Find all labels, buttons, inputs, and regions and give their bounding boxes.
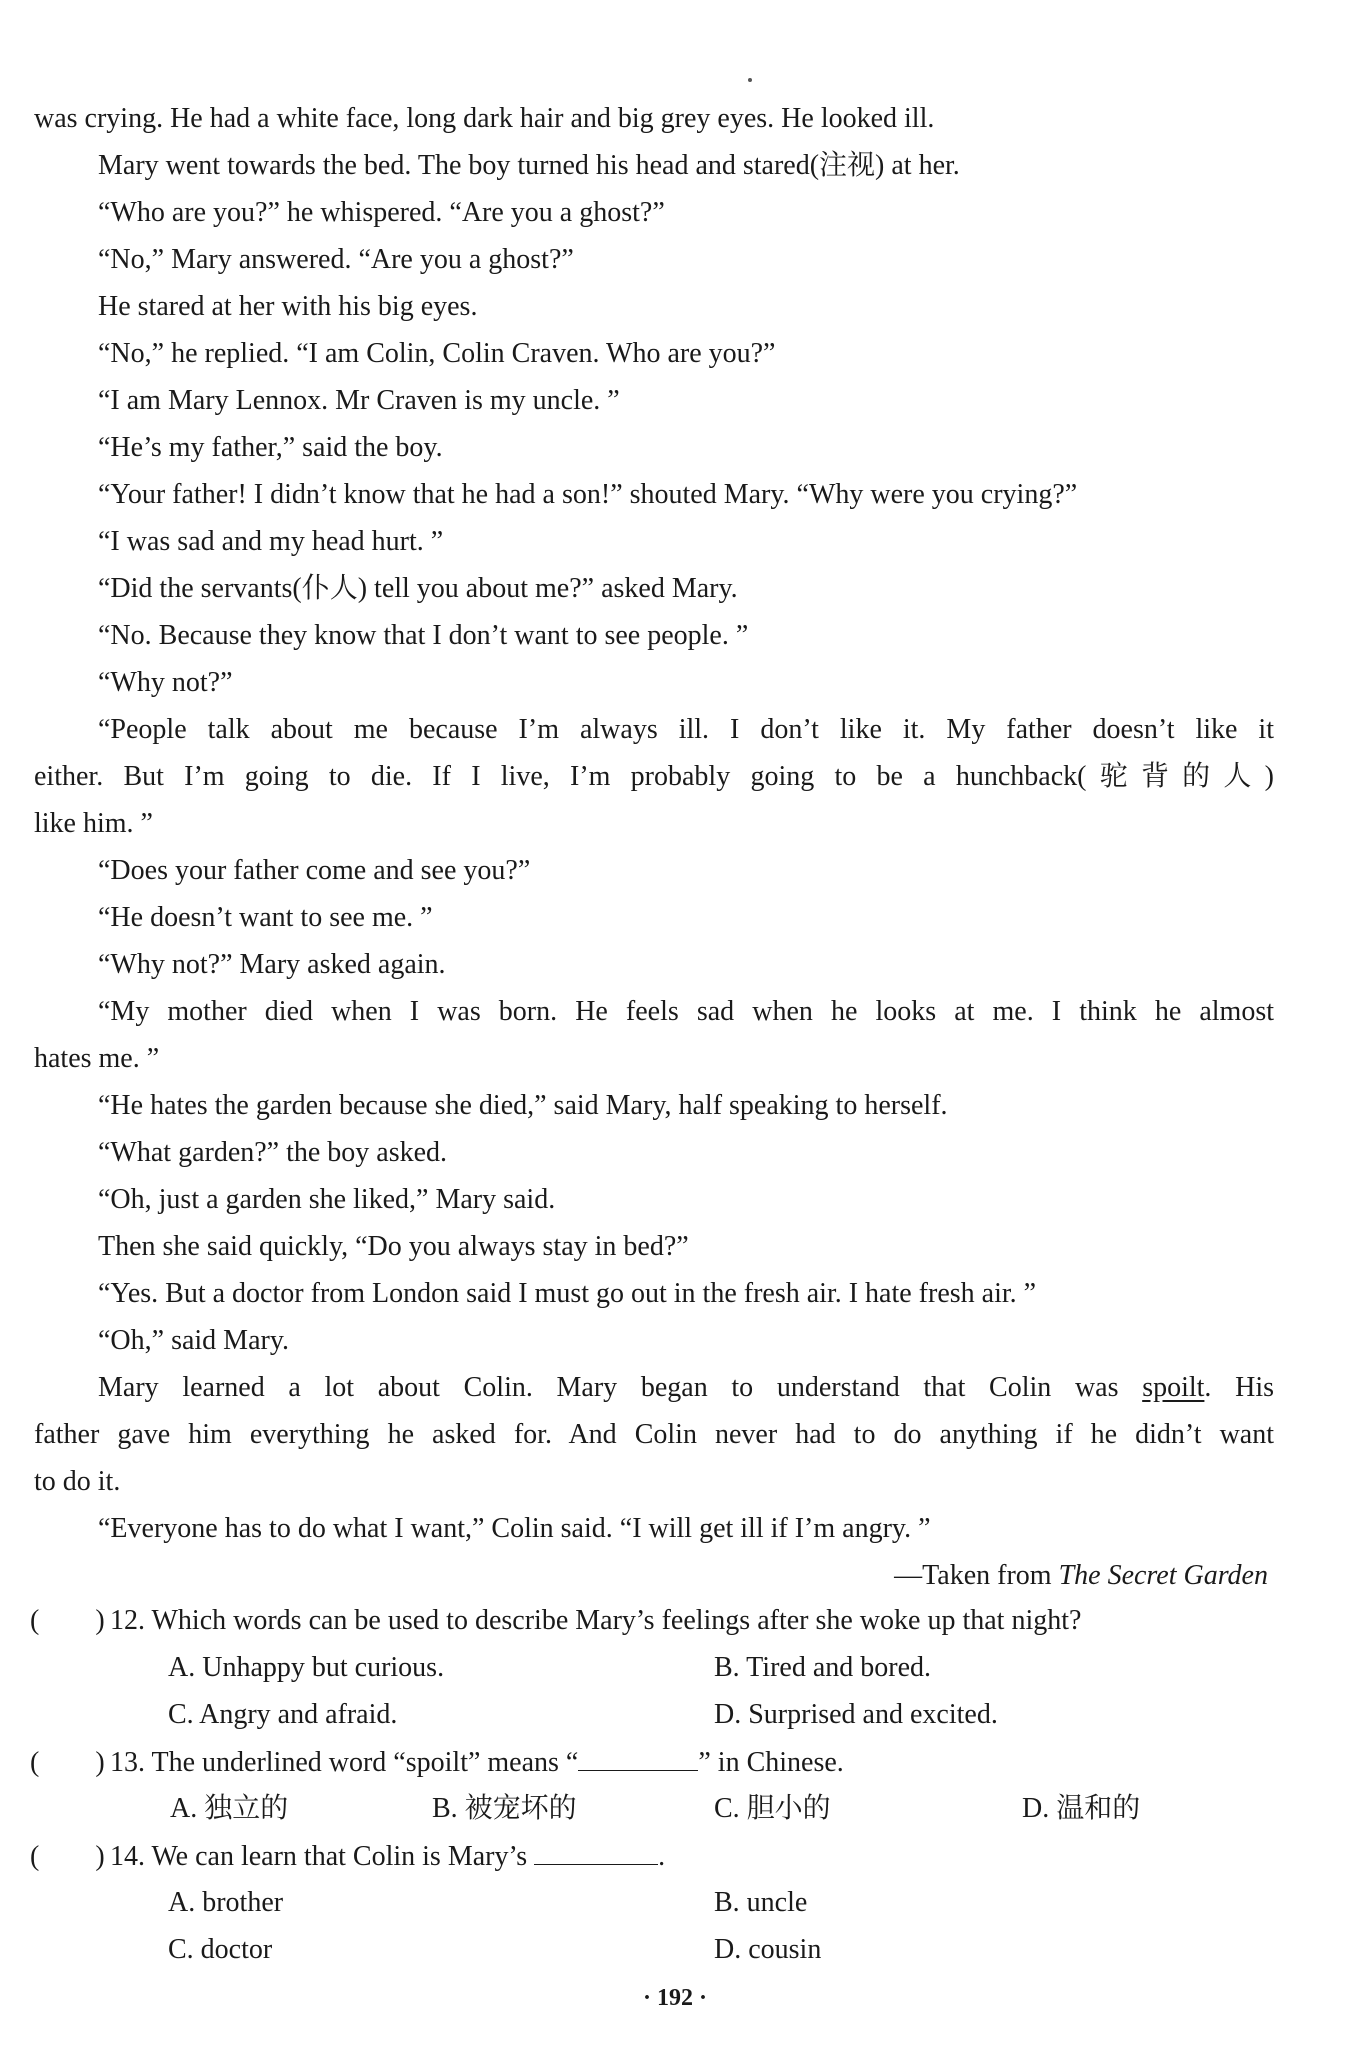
paren-close: ): [95, 1605, 105, 1636]
text-line: to do it.: [34, 1466, 121, 1497]
page-number: · 192 ·: [642, 1985, 707, 2011]
text-line: hates me. ”: [34, 1043, 160, 1074]
text-line: “Did the servants(仆人) tell you about me?” asked Mary.: [98, 573, 738, 604]
text-line: Mary went towards the bed. The boy turned his head and stared(注视) at her.: [98, 150, 960, 181]
option-c[interactable]: C. Angry and afraid.: [168, 1699, 398, 1730]
text-line: [98, 1370, 1274, 1406]
paren-open: (: [30, 1747, 40, 1778]
text-line: was crying. He had a white face, long dark hair and big grey eyes. He looked ill.: [34, 103, 935, 134]
answer-blank[interactable]: [534, 1838, 658, 1865]
text-line: “No. Because they know that I don’t want to see people. ”: [98, 620, 749, 651]
paren-open: (: [30, 1841, 40, 1872]
option-a[interactable]: A. Unhappy but curious.: [168, 1652, 445, 1683]
text-line: “Your father! I didn’t know that he had a son!” shouted Mary. “Why were you crying?”: [98, 479, 1078, 510]
option-a[interactable]: A. brother: [168, 1887, 284, 1918]
question-text: 12. Which words can be used to describe Mary’s feelings after she woke up that night?: [110, 1605, 1082, 1636]
text-line: “No,” Mary answered. “Are you a ghost?”: [98, 244, 574, 275]
question-13: [30, 1744, 844, 1781]
option-d[interactable]: D. cousin: [714, 1934, 822, 1965]
text-line: “Everyone has to do what I want,” Colin said. “I will get ill if I’m angry. ”: [98, 1513, 931, 1544]
paren-close: ): [95, 1841, 105, 1872]
text-line: “Does your father come and see you?”: [98, 855, 531, 886]
underlined-word: spoilt: [1142, 1372, 1205, 1403]
text-line: “What garden?” the boy asked.: [98, 1137, 448, 1168]
text-line: “He doesn’t want to see me. ”: [98, 902, 433, 933]
option-c[interactable]: C. 胆小的: [714, 1793, 831, 1824]
source-title: The Secret Garden: [1058, 1560, 1268, 1591]
text-line: “Oh,” said Mary.: [98, 1325, 290, 1356]
text-line: “Oh, just a garden she liked,” Mary said.: [98, 1184, 556, 1215]
text-line: like him. ”: [34, 808, 153, 839]
text-line: either. But I’m going to die. If I live, I’m probably going to be a hunchback(驼背的人): [34, 761, 1274, 792]
option-c[interactable]: C. doctor: [168, 1934, 273, 1965]
answer-paren[interactable]: [30, 1603, 110, 1639]
text-line: He stared at her with his big eyes.: [98, 291, 478, 322]
text-span: . His: [1204, 1372, 1274, 1403]
text-line: “I was sad and my head hurt. ”: [98, 526, 444, 557]
text-line: “He’s my father,” said the boy.: [98, 432, 443, 463]
paren-open: (: [30, 1605, 40, 1636]
question-text: 14. We can learn that Colin is Mary’s: [110, 1841, 528, 1872]
answer-paren[interactable]: [30, 1839, 110, 1875]
text-line: “Why not?” Mary asked again.: [98, 949, 446, 980]
text-line: “My mother died when I was born. He feels sad when he looks at me. I think he almost: [98, 996, 1274, 1027]
paren-close: ): [95, 1747, 105, 1778]
text-line: “He hates the garden because she died,” said Mary, half speaking to herself.: [98, 1090, 948, 1121]
answer-blank[interactable]: [578, 1744, 698, 1771]
question-text-end: ” in Chinese.: [698, 1747, 844, 1778]
text-line: “Who are you?” he whispered. “Are you a ghost?”: [98, 197, 665, 228]
text-line: “No,” he replied. “I am Colin, Colin Craven. Who are you?”: [98, 338, 776, 369]
text-line: “Yes. But a doctor from London said I must go out in the fresh air. I hate fresh air. ”: [98, 1278, 1037, 1309]
option-d[interactable]: D. 温和的: [1022, 1793, 1141, 1824]
question-14: [30, 1838, 665, 1875]
text-line: Then she said quickly, “Do you always stay in bed?”: [98, 1231, 689, 1262]
text-line: “People talk about me because I’m always ill. I don’t like it. My father doesn’t like it: [98, 714, 1274, 745]
text-line: father gave him everything he asked for. And Colin never had to do anything if he didn’t want: [34, 1419, 1274, 1450]
text-line: “I am Mary Lennox. Mr Craven is my uncle. ”: [98, 385, 620, 416]
text-span: Mary learned a lot about Colin. Mary began to understand that Colin was: [98, 1372, 1119, 1403]
stray-mark: [748, 78, 752, 82]
option-b[interactable]: B. uncle: [714, 1887, 808, 1918]
question-text-end: .: [658, 1841, 666, 1872]
option-b[interactable]: B. Tired and bored.: [714, 1652, 931, 1683]
option-b[interactable]: B. 被宠坏的: [432, 1793, 577, 1824]
source-prefix: —Taken from: [894, 1560, 1052, 1591]
option-a[interactable]: A. 独立的: [170, 1793, 289, 1824]
text-line: “Why not?”: [98, 667, 233, 698]
question-12: [30, 1603, 1081, 1639]
option-d[interactable]: D. Surprised and excited.: [714, 1699, 998, 1730]
answer-paren[interactable]: [30, 1745, 110, 1781]
question-text: 13. The underlined word “spoilt” means “: [110, 1747, 579, 1778]
source-attribution: [894, 1558, 1268, 1594]
